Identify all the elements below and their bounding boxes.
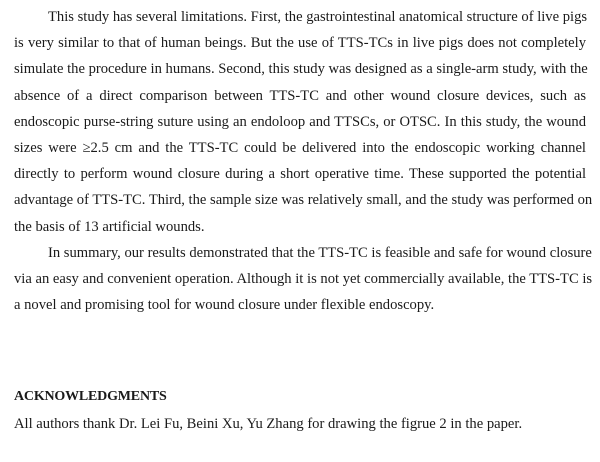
acknowledgments-text: All authors thank Dr. Lei Fu, Beini Xu, Yu Zhang for drawing the figrue 2 in the paper. xyxy=(14,416,523,432)
paragraph-limitations xyxy=(14,4,593,240)
text-line: the basis of 13 artificial wounds. xyxy=(14,218,205,235)
text-line: directly to perform wound closure during a short operative time. These supported the potential xyxy=(14,166,586,183)
text-line: absence of a direct comparison between TTS-TC and other wound closure devices, such as xyxy=(14,87,586,104)
text-line: is very similar to that of human beings. But the use of TTS-TCs in live pigs does not completely xyxy=(14,35,586,52)
text-line: endoscopic purse-string suture using an endoloop and TTSCs, or OTSC. In this study, the wound xyxy=(14,113,586,130)
text-line: sizes were ≥2.5 cm and the TTS-TC could be delivered into the endoscopic working channel xyxy=(14,140,586,157)
text-line: a novel and promising tool for wound closure under flexible endoscopy. xyxy=(14,297,435,314)
text-line: In summary, our results demonstrated that the TTS-TC is feasible and safe for wound closure xyxy=(48,244,592,261)
paragraph-summary xyxy=(14,240,593,319)
acknowledgments-heading: ACKNOWLEDGMENTS xyxy=(14,389,167,404)
text-line: via an easy and convenient operation. Although it is not yet commercially available, the TTS-TC is xyxy=(14,271,593,288)
text-line: simulate the procedure in humans. Second, this study was designed as a single-arm study, with the xyxy=(14,61,588,78)
text-line: advantage of TTS-TC. Third, the sample size was relatively small, and the study was performed on xyxy=(14,192,593,209)
text-line: This study has several limitations. First, the gastrointestinal anatomical structure of live pigs xyxy=(48,9,588,25)
document-page xyxy=(14,4,593,318)
